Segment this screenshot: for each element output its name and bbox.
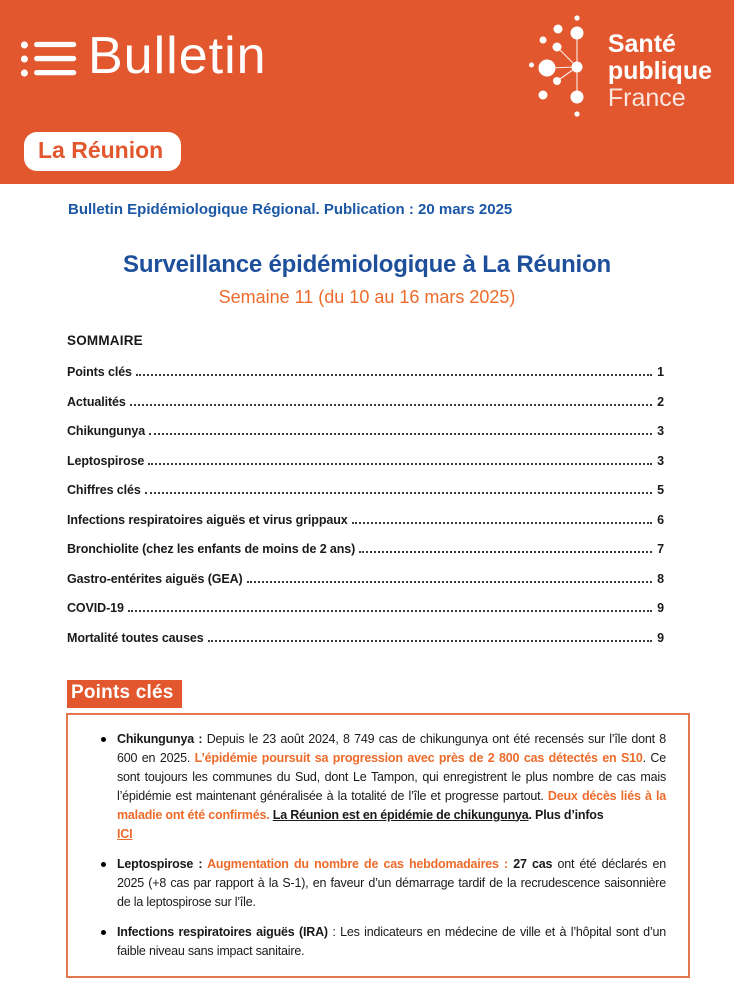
dotted-leader xyxy=(148,463,652,465)
text-segment: Deux décès liés à la maladie ont été confirmés. xyxy=(117,788,666,822)
toc-label: Infections respiratoires aiguës et virus grippaux xyxy=(67,512,348,527)
key-point-chikungunya xyxy=(100,730,666,844)
toc-item-leptospirose[interactable] xyxy=(67,454,664,467)
toc-label: Chikungunya xyxy=(67,424,146,438)
ici-link[interactable]: ICI xyxy=(117,826,133,841)
toc-page-number: 3 xyxy=(657,424,664,438)
agency-line-3: France xyxy=(607,84,686,112)
text-segment: Depuis le 23 août 2024, 8 749 cas de chikungunya ont été recensés sur l’île dont 8 600 en 2025. xyxy=(117,731,666,765)
key-points-section xyxy=(67,680,734,708)
toc-item-actualites[interactable] xyxy=(67,395,664,408)
toc-page-number: 9 xyxy=(657,630,664,645)
agency-line-2: publique xyxy=(607,57,712,85)
key-points-list xyxy=(100,730,666,961)
toc-label: Gastro-entérites aiguës (GEA) xyxy=(67,571,243,586)
dots-constellation-icon xyxy=(528,14,596,129)
text-segment: Augmentation du nombre de cas hebdomadaires : xyxy=(207,856,514,871)
toc-label: Chiffres clés xyxy=(67,483,141,497)
toc-item-chiffres-cles[interactable] xyxy=(67,483,664,496)
text-segment: ont été déclarés en 2025 (+8 cas par rapport à la S-1), en faveur d’un démarrage tardif de la recrudescence saisonnière de la leptospirose sur l’île. xyxy=(117,856,666,909)
toc-item-gastro-enterites[interactable] xyxy=(67,572,664,585)
text-segment: . Ce sont toujours les communes du Sud, dont Le Tampon, qui enregistrent le plus nombre de cas mais l’épidémie est maintenant généralisée à la totalité de l’île et progresse partout. xyxy=(117,750,667,803)
toc-label: Points clés xyxy=(67,365,132,379)
key-point-leptospirose xyxy=(100,855,666,912)
header-banner xyxy=(0,0,734,184)
toc-page-number: 1 xyxy=(657,365,664,379)
toc-rows xyxy=(67,365,664,644)
page-subtitle: Semaine 11 (du 10 au 16 mars 2025) xyxy=(218,287,516,307)
table-of-contents xyxy=(67,333,664,644)
toc-page-number: 8 xyxy=(657,571,664,586)
toc-label: Mortalité toutes causes xyxy=(67,630,204,645)
toc-label: Bronchiolite (chez les enfants de moins de 2 ans) xyxy=(67,542,356,556)
toc-item-mortalite[interactable] xyxy=(67,631,664,644)
text-segment: : Les indicateurs en médecine de ville et à l’hôpital sont d’un faible niveau sans impact sanitaire. xyxy=(117,924,666,958)
dotted-leader xyxy=(352,522,653,524)
dotted-leader xyxy=(247,581,653,583)
key-points-heading: Points clés xyxy=(67,680,182,708)
toc-heading: SOMMAIRE xyxy=(67,333,143,348)
toc-item-bronchiolite[interactable] xyxy=(67,542,664,555)
text-segment: Infections respiratoires aiguës (IRA) xyxy=(117,924,328,939)
key-points-box xyxy=(66,713,690,978)
dotted-leader xyxy=(208,640,653,642)
toc-item-points-cles[interactable] xyxy=(67,365,664,378)
dotted-leader xyxy=(149,433,652,435)
publication-line: Bulletin Epidémiologique Régional. Publication : 20 mars 2025 xyxy=(68,201,513,218)
toc-page-number: 7 xyxy=(657,542,664,556)
text-segment: Chikungunya : xyxy=(117,731,203,746)
toc-item-chikungunya[interactable] xyxy=(67,424,664,437)
text-segment: 27 cas xyxy=(513,856,553,871)
bulletin-logo xyxy=(20,27,267,85)
list-lines-and-dots-icon xyxy=(20,30,78,80)
toc-page-number: 3 xyxy=(657,453,664,468)
toc-page-number: 5 xyxy=(657,483,664,497)
dotted-leader xyxy=(128,610,652,612)
sante-publique-france-logo xyxy=(528,14,712,129)
agency-line-1: Santé xyxy=(607,30,676,58)
toc-label: Actualités xyxy=(67,394,126,409)
toc-page-number: 9 xyxy=(657,601,664,615)
toc-page-number: 2 xyxy=(657,394,664,409)
toc-label: COVID-19 xyxy=(67,601,124,615)
toc-item-infections-respiratoires[interactable] xyxy=(67,513,664,526)
dotted-leader xyxy=(130,404,652,406)
region-badge: La Réunion xyxy=(24,132,181,171)
toc-label: Leptospirose xyxy=(67,453,145,468)
bulletin-wordmark: Bulletin xyxy=(88,27,267,85)
toc-item-covid-19[interactable] xyxy=(67,601,664,614)
dotted-leader xyxy=(136,374,652,376)
agency-wordmark xyxy=(608,31,712,112)
toc-page-number: 6 xyxy=(657,512,664,527)
text-segment: Leptospirose : xyxy=(117,856,208,871)
text-segment: . Plus d’infos xyxy=(528,807,604,822)
text-segment: L’épidémie poursuit sa progression avec près de 2 800 cas détectés en S10 xyxy=(194,750,643,765)
key-point-infections-respiratoires xyxy=(100,923,666,961)
dotted-leader xyxy=(145,492,652,494)
page-title: Surveillance épidémiologique à La Réunion xyxy=(123,251,611,278)
dotted-leader xyxy=(359,551,652,553)
text-segment: La Réunion est en épidémie de chikungunya xyxy=(272,807,529,822)
